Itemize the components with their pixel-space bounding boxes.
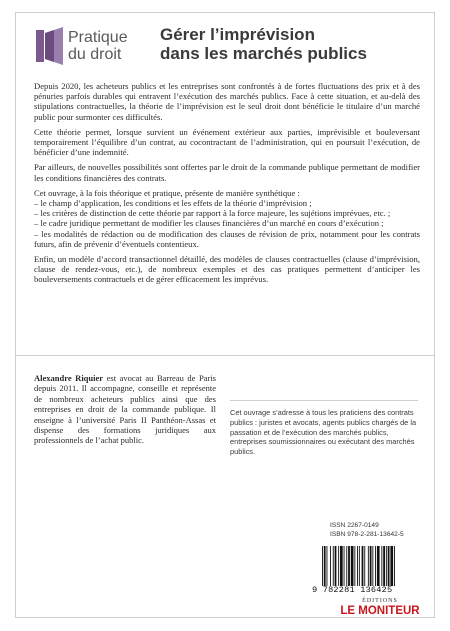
book-title [160, 25, 367, 63]
identifiers [330, 521, 421, 540]
barcode-icon [322, 546, 421, 586]
list-item: – les modalités de rédaction ou de modification des clauses de révision de prix, notamment pour les contrats futurs, afin de prévenir d’éventuels contentieux. [34, 228, 420, 249]
list-item: – le cadre juridique permettant de modifier les clauses financières d’un marché en cours d’exécution ; [34, 218, 384, 229]
title-line-1: Gérer l’imprévision [160, 25, 315, 44]
author-bio [34, 373, 216, 446]
contents-list [34, 198, 420, 249]
description-paragraph-5: Enfin, un modèle d’accord transactionnel détaillé, des modèles de clauses contractuelles (clause d’imprévision, clause de rendez-vous, etc.), de nombreux exemples et des cas pratiques permettent d’anticiper les bouleversements contractuels et de gérer efficacement les imprévus. [34, 254, 420, 285]
author-bio-text: est avocat au Barreau de Paris depuis 2011. Il accompagne, conseille et représente de nombreux acheteurs publics ainsi que des entreprises en droit de la commande publique. Il enseigne à l’université Paris II Panthéon-Assas et dispense des formations juridiques aux professionnels de l’achat public. [34, 373, 216, 446]
section-divider [15, 355, 435, 356]
description-paragraph-3: Par ailleurs, de nouvelles possibilités sont offertes par le droit de la commande publique permettant de modifier les conditions financières des contrats. [34, 162, 420, 183]
collection-line-1: Pratique [68, 29, 128, 46]
issn: ISSN 2267-0149 [330, 522, 379, 529]
collection-name [68, 29, 128, 63]
description-paragraph-4: Cet ouvrage, à la fois théorique et pratique, présente de manière synthétique : [34, 187, 300, 198]
book-description [34, 81, 420, 290]
publisher-logo [330, 598, 430, 618]
audience-text: Cet ouvrage s’adresse à tous les praticiens des contrats publics : juristes et avocats, agents publics chargés de la passation et de l’exécution des marchés publics, entreprises soumissionnaires ou exécutant des marchés publics. [230, 408, 417, 457]
list-item: – le champ d’application, les conditions et les effets de la théorie d’imprévision ; [34, 198, 312, 209]
publisher-editions: ÉDITIONS [362, 598, 398, 604]
author-name: Alexandre Riquier [34, 373, 104, 383]
isbn: ISBN 978-2-281-13642-5 [330, 531, 404, 539]
list-item: – les critères de distinction de cette théorie par rapport à la force majeure, les sujétions imprévues, etc. ; [34, 208, 391, 219]
publisher-name: LE MONITEUR [340, 605, 420, 617]
title-line-2: dans les marchés publics [160, 44, 367, 63]
barcode-digits: 9 782281 136425 [312, 585, 393, 595]
audience-divider [230, 400, 418, 401]
description-paragraph-1: Depuis 2020, les acheteurs publics et les entreprises sont confrontés à de fortes fluctuations des prix et à des pénuries parfois durables qui entravent l’exécution des marchés publics. Face à cette situation, et au-delà des stipulations contractuelles, la théorie de l’imprévision est le seul droit dont bénéficie le titulaire d’un marché public pour surmonter ces difficultés. [34, 81, 420, 122]
collection-logo-icon [36, 27, 63, 65]
description-paragraph-2: Cette théorie permet, lorsque survient un événement extérieur aux parties, imprévisible et bouleversant temporairement l’équilibre d’un contrat, au cocontractant de l’administration, qui en poursuit l’exécution, de bénéficier d’une indemnité. [34, 126, 420, 158]
collection-line-2: du droit [68, 46, 122, 63]
